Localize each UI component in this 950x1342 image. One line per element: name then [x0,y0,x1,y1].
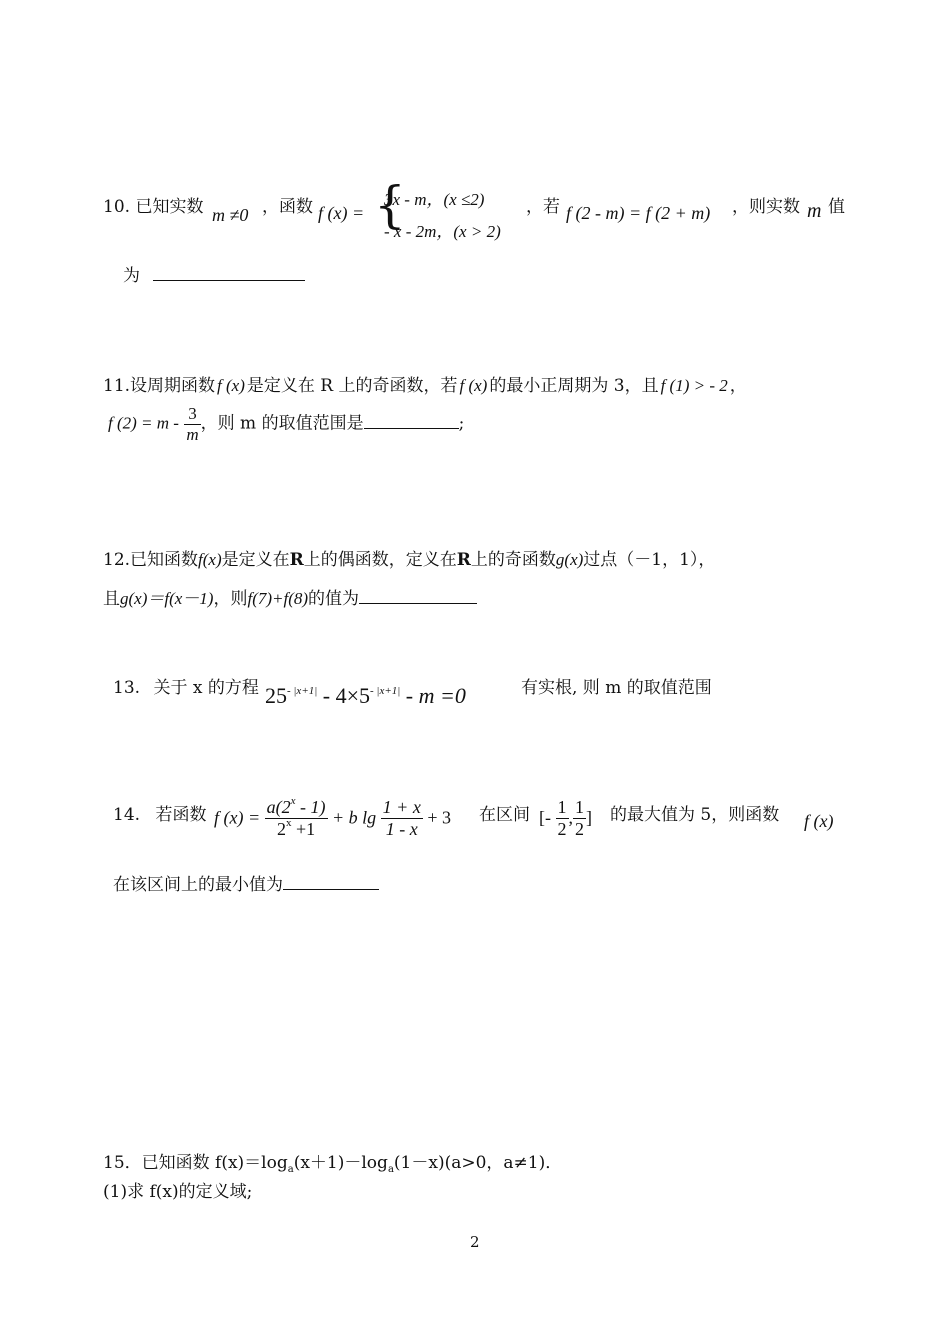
q11-answer-blank[interactable] [364,414,459,429]
q14-half1-num: 1 [557,797,567,817]
q14-half2-den: 2 [575,818,584,839]
q14-head [113,800,206,825]
q13-number: 13. [113,678,141,698]
q13-line [113,673,259,698]
q10-number: 10. [103,197,131,217]
q14-frac1-den [265,816,328,840]
q14-d1-exp: x [285,816,292,829]
q11-line2 [108,404,464,444]
q11-fraction [184,404,200,444]
q13-exp-2: - |x+1| [370,685,401,697]
q12-text-7: ，则 [213,589,248,609]
q14-d1b: +1 [291,818,316,839]
q14-n1: a(2 [266,797,291,817]
q12-text-5: 过点（－1，1）， [583,550,716,570]
q14-fraction-1 [265,797,328,839]
q14-text-2: 在区间 [479,805,530,825]
q11-frac-num: 3 [184,404,200,425]
q10-answer-blank[interactable] [153,266,305,281]
q12-answer-blank[interactable] [359,589,477,604]
q10-fx: f (x) = [318,203,365,223]
q14-text-4: 在该区间上的最小值为 [113,875,283,895]
q14-text-3: 的最大值为 5，则函数 [610,805,780,825]
q11-fx: f (x) [217,376,245,395]
q10-text-3: ，若 [526,197,560,217]
page-number: 2 [470,1233,480,1251]
q12-text-2: 是定义在 [221,550,290,570]
q10-brace: { [374,176,406,234]
q14-int-left: [- [539,807,551,828]
q11-inequality: f (1) > - 2 [660,376,728,395]
q12-R-2: R [456,550,471,570]
q10-text-1: 已知实数 [135,197,204,217]
q15-sub-1: a [287,1164,294,1175]
q10-text-6: 为 [123,266,140,286]
q14-answer-blank[interactable] [283,875,379,890]
q10-text-4: ，则实数 [732,197,800,217]
q14-n1b: - 1) [295,797,326,817]
q10-case-2: - x - 2m，(x > 2) [384,222,501,241]
q14-d1: 2 [276,818,286,839]
q10-text-5: 值 [828,197,845,217]
q15-sub-2: a [387,1164,394,1175]
q14-fx-2: f (x) [804,811,834,831]
q10-line2 [123,261,305,286]
q10-m: m [807,200,822,222]
q12-line2 [103,584,477,609]
q14-number: 14. [113,805,141,825]
q13-equation [265,683,466,709]
q14-fx: f (x) = [214,807,261,828]
q13-middle: - 4×5 [317,683,371,708]
q10-text-2: ，函数 [262,197,313,217]
q14-line2 [113,870,379,895]
q15-text-1: 15．已知函数 f(x)＝log [103,1153,288,1173]
q14-interval [539,797,592,839]
q15-line2: (1)求 f(x)的定义域; [103,1182,253,1202]
q14-middle: + b lg [332,807,377,828]
q14-frac2-num: 1 + x [382,797,421,817]
q14-half-1 [556,797,569,839]
q12-gx: g(x) [555,550,584,569]
q14-plus3: + 3 [427,807,451,828]
q12-text-3: 上的偶函数，定义在 [303,550,457,570]
q14-half2-num: 1 [575,797,584,817]
q14-frac2-den: 1 - x [385,818,418,839]
q11-text-1: 11.设周期函数 [103,376,216,396]
q12-equation: g(x)＝f(x－1) [120,589,214,608]
q10-case-1: 3x - m，(x ≤2) [384,190,485,209]
q14-frac1-num [265,797,328,819]
q11-text-2: 是定义在 R 上的奇函数，若 [246,376,458,396]
q13-text-2: 有实根, 则 m 的取值范围 [521,678,712,698]
q14-text-1: 若函数 [155,805,207,825]
q12-fx: f(x) [198,550,222,569]
q12-text-1: 12.已知函数 [103,550,199,570]
q13-tail: - m =0 [400,683,466,708]
q14-int-comma: , [568,807,573,828]
q15-text-2: (x＋1)－log [293,1153,388,1173]
q12-sum: f(7)+f(8) [247,589,309,608]
q14-n1-exp: x [290,795,296,807]
q11-end: ; [458,413,465,434]
q12-text-4: 上的奇函数 [470,550,556,570]
q14-formula [214,797,451,839]
q14-fraction-2 [381,797,423,839]
q10-equation: f (2 - m) = f (2 + m) [566,203,711,223]
q11-f2: f (2) = m - [108,413,179,433]
q11-text-3: 的最小正周期为 3，且 [489,376,659,396]
q14-half1-den: 2 [557,818,567,839]
q11-frac-den: m [186,424,199,444]
q12-text-6: 且 [103,589,120,609]
q10-condition: m ≠0 [212,205,249,225]
q12-R-1: R [289,550,304,570]
q14-half-2 [573,797,586,839]
q15-line1 [103,1148,562,1173]
q11-fx-2: f (x) [459,376,488,395]
q13-exp-1: - |x+1| [287,685,318,697]
q13-text-1: 关于 x 的方程 [153,678,259,698]
q11-comma: ， [729,376,747,396]
q11-text-4: ，则 m 的取值范围是 [200,413,364,434]
q11-line1 [103,371,747,396]
q10-line1 [103,192,203,217]
q15-text-3: (1－x)(a>0，a≠1)． [393,1153,563,1173]
q12-text-8: 的值为 [308,589,360,609]
q14-int-right: ] [586,807,592,828]
q12-line1 [103,545,715,570]
q13-base-1: 25 [265,683,287,708]
